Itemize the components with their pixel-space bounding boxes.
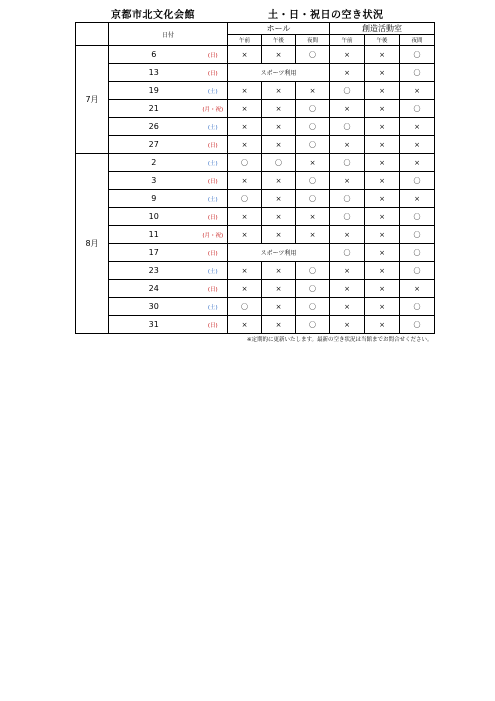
table-row [76, 244, 435, 262]
day-number: 9 [109, 190, 199, 208]
page-title: 土・日・祝日の空き状況 [268, 10, 384, 21]
hall-availability: × [262, 208, 296, 226]
studio-availability: × [330, 226, 365, 244]
date-header: 日付 [109, 23, 228, 46]
availability-table [75, 22, 435, 344]
studio-availability: × [330, 172, 365, 190]
month-label: 7月 [76, 46, 109, 154]
studio-availability: × [365, 64, 400, 82]
day-number: 11 [109, 226, 199, 244]
day-number: 6 [109, 46, 199, 64]
hall-slot-morning: 午前 [228, 35, 262, 46]
table-row [76, 190, 435, 208]
day-number: 27 [109, 136, 199, 154]
month-label: 8月 [76, 154, 109, 334]
hall-availability: × [262, 172, 296, 190]
hall-availability: × [228, 100, 262, 118]
hall-availability: 〇 [296, 100, 330, 118]
hall-availability: × [262, 280, 296, 298]
studio-availability: × [400, 154, 435, 172]
hall-availability: × [228, 208, 262, 226]
day-of-week: (土) [199, 118, 228, 136]
table-row [76, 172, 435, 190]
hall-availability: 〇 [228, 298, 262, 316]
day-number: 24 [109, 280, 199, 298]
hall-availability: × [262, 46, 296, 64]
table-row [76, 280, 435, 298]
hall-availability: × [228, 136, 262, 154]
studio-availability: × [365, 100, 400, 118]
studio-availability: 〇 [330, 82, 365, 100]
studio-availability: × [365, 136, 400, 154]
table-row [76, 64, 435, 82]
studio-availability: × [330, 100, 365, 118]
hall-availability: 〇 [228, 190, 262, 208]
studio-availability: × [365, 316, 400, 334]
studio-availability: × [330, 316, 365, 334]
day-number: 30 [109, 298, 199, 316]
hall-availability: × [262, 298, 296, 316]
studio-availability: 〇 [400, 298, 435, 316]
hall-merged-note: スポーツ利用 [228, 64, 330, 82]
hall-header: ホール [228, 23, 330, 35]
hall-availability: × [296, 82, 330, 100]
day-of-week: (日) [199, 136, 228, 154]
table-row [76, 118, 435, 136]
day-of-week: (土) [199, 154, 228, 172]
hall-availability: 〇 [296, 172, 330, 190]
studio-availability: 〇 [330, 190, 365, 208]
studio-availability: × [330, 262, 365, 280]
hall-availability: 〇 [296, 136, 330, 154]
studio-availability: × [400, 190, 435, 208]
hall-availability: 〇 [296, 46, 330, 64]
table-row [76, 100, 435, 118]
hall-availability: × [262, 316, 296, 334]
table-row [76, 226, 435, 244]
hall-availability: × [262, 226, 296, 244]
day-of-week: (土) [199, 298, 228, 316]
hall-slot-night: 夜間 [296, 35, 330, 46]
day-of-week: (日) [199, 46, 228, 64]
day-number: 31 [109, 316, 199, 334]
day-number: 13 [109, 64, 199, 82]
hall-availability: × [262, 82, 296, 100]
studio-availability: 〇 [400, 226, 435, 244]
studio-availability: × [365, 172, 400, 190]
day-of-week: (日) [199, 64, 228, 82]
studio-header: 創造活動室 [330, 23, 435, 35]
hall-availability: × [296, 154, 330, 172]
day-number: 10 [109, 208, 199, 226]
day-of-week: (土) [199, 82, 228, 100]
hall-availability: 〇 [296, 298, 330, 316]
table-row [76, 298, 435, 316]
table-row [76, 46, 435, 64]
hall-merged-note: スポーツ利用 [228, 244, 330, 262]
studio-slot-morning: 午前 [330, 35, 365, 46]
hall-availability: × [262, 136, 296, 154]
table-row [76, 316, 435, 334]
hall-availability: 〇 [296, 316, 330, 334]
day-number: 17 [109, 244, 199, 262]
studio-availability: × [330, 280, 365, 298]
day-of-week: (日) [199, 316, 228, 334]
studio-availability: 〇 [330, 244, 365, 262]
table-row [76, 262, 435, 280]
studio-availability: × [330, 64, 365, 82]
hall-availability: × [228, 172, 262, 190]
day-number: 3 [109, 172, 199, 190]
hall-availability: 〇 [296, 118, 330, 136]
table-row [76, 208, 435, 226]
hall-availability: × [228, 226, 262, 244]
studio-availability: 〇 [400, 244, 435, 262]
hall-availability: × [262, 190, 296, 208]
studio-availability: 〇 [330, 208, 365, 226]
studio-availability: 〇 [400, 172, 435, 190]
studio-availability: 〇 [400, 262, 435, 280]
studio-availability: × [400, 280, 435, 298]
studio-availability: × [365, 154, 400, 172]
day-of-week: (月・祝) [199, 226, 228, 244]
studio-availability: × [330, 136, 365, 154]
day-number: 2 [109, 154, 199, 172]
hall-availability: × [296, 208, 330, 226]
month-header-cell [76, 23, 109, 46]
day-number: 23 [109, 262, 199, 280]
studio-availability: 〇 [330, 118, 365, 136]
hall-availability: × [262, 118, 296, 136]
hall-availability: 〇 [296, 190, 330, 208]
hall-availability: 〇 [262, 154, 296, 172]
venue-name: 京都市北文化会館 [111, 10, 195, 21]
hall-availability: × [228, 262, 262, 280]
table-row [76, 154, 435, 172]
day-of-week: (土) [199, 262, 228, 280]
studio-availability: × [365, 208, 400, 226]
day-of-week: (日) [199, 208, 228, 226]
studio-availability: × [365, 118, 400, 136]
day-of-week: (月・祝) [199, 100, 228, 118]
studio-availability: × [365, 298, 400, 316]
day-number: 26 [109, 118, 199, 136]
day-of-week: (日) [199, 280, 228, 298]
studio-availability: × [400, 118, 435, 136]
table-row [76, 82, 435, 100]
hall-availability: × [228, 118, 262, 136]
day-of-week: (日) [199, 172, 228, 190]
hall-availability: × [228, 316, 262, 334]
studio-availability: × [365, 244, 400, 262]
hall-availability: 〇 [296, 262, 330, 280]
studio-availability: 〇 [400, 100, 435, 118]
hall-availability: × [228, 82, 262, 100]
update-note: ※定期的に更新いたします。最新の空き状況は当館までお問合せください。 [246, 337, 433, 343]
hall-availability: × [262, 100, 296, 118]
hall-availability: × [296, 226, 330, 244]
studio-availability: × [365, 280, 400, 298]
studio-availability: × [400, 136, 435, 154]
studio-availability: × [400, 82, 435, 100]
studio-availability: 〇 [400, 46, 435, 64]
studio-availability: × [330, 46, 365, 64]
hall-availability: × [228, 46, 262, 64]
studio-availability: 〇 [330, 154, 365, 172]
hall-slot-afternoon: 午後 [262, 35, 296, 46]
studio-availability: × [365, 82, 400, 100]
day-of-week: (土) [199, 190, 228, 208]
studio-availability: × [330, 298, 365, 316]
studio-availability: × [365, 46, 400, 64]
studio-availability: 〇 [400, 64, 435, 82]
studio-availability: × [365, 190, 400, 208]
studio-availability: 〇 [400, 208, 435, 226]
studio-slot-night: 夜間 [400, 35, 435, 46]
studio-availability: 〇 [400, 316, 435, 334]
studio-availability: × [365, 262, 400, 280]
day-number: 19 [109, 82, 199, 100]
day-of-week: (日) [199, 244, 228, 262]
table-row [76, 136, 435, 154]
hall-availability: 〇 [228, 154, 262, 172]
hall-availability: 〇 [296, 280, 330, 298]
studio-availability: × [365, 226, 400, 244]
studio-slot-afternoon: 午後 [365, 35, 400, 46]
hall-availability: × [228, 280, 262, 298]
day-number: 21 [109, 100, 199, 118]
hall-availability: × [262, 262, 296, 280]
